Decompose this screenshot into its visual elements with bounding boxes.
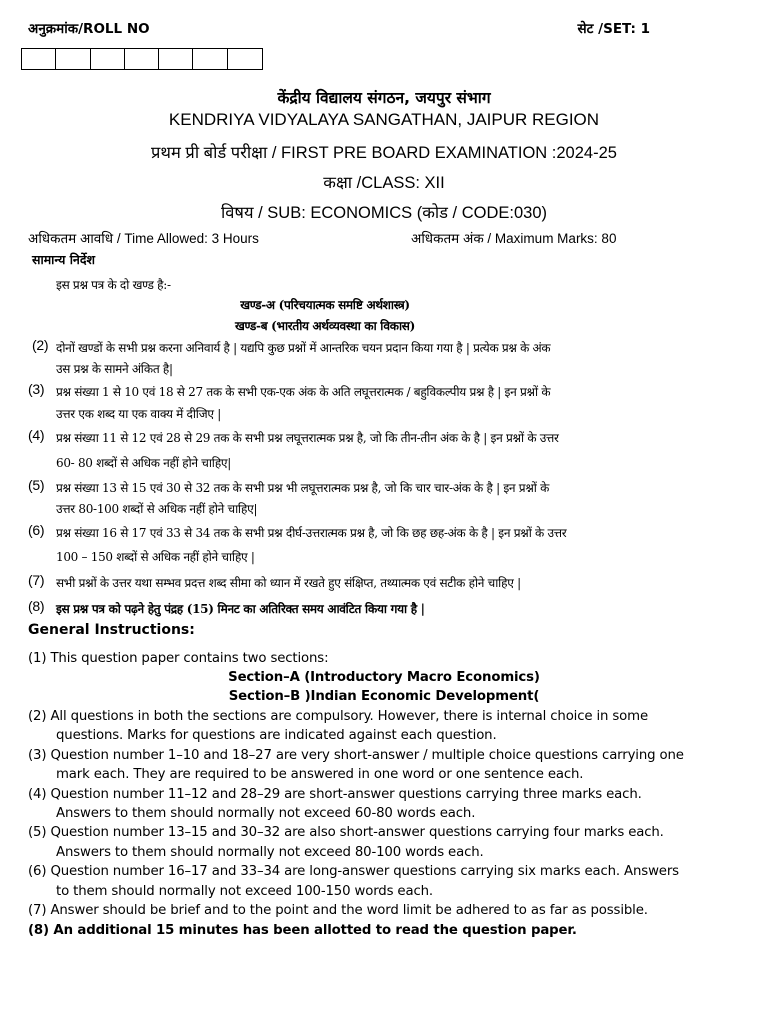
instruction-line: mark each. They are required to be answered in one word or one sentence each. [56,767,584,782]
instruction-number: (3) [28,381,45,397]
header-row [28,19,740,39]
instruction-line: Answers to them should normally not exceed 80-100 words each. [56,845,484,860]
section-a-label: Section–A (Introductory Macro Economics) [228,670,540,685]
instruction-text: प्रश्न संख्या 1 से 10 एवं 18 से 27 तक के सभी एक-एक अंक के अति लघूत्तरात्मक / बहुविकल्पीय प्रश्न है | इन प्रश्नों के [56,385,551,399]
instruction-line: (8) An additional 15 minutes has been allotted to read the question paper. [28,923,577,938]
instruction-text: उत्तर एक शब्द या एक वाक्य में दीजिए | [56,407,221,421]
set-label: सेट /SET: 1 [577,21,650,37]
instruction-text: उस प्रश्न के सामने अंकित है| [56,362,173,376]
hindi-instructions-heading: सामान्य निर्देश [32,252,96,267]
instruction-line: (1) This question paper contains two sections: [28,651,329,666]
general-instructions-heading: General Instructions: [28,622,195,638]
maximum-marks: अधिकतम अंक / Maximum Marks: 80 [411,231,617,246]
instruction-text: इस प्रश्न पत्र को पढ़ने हेतु पंद्रह (15) मिनट का अतिरिक्त समय आवंटित किया गया है | [56,602,425,616]
roll-number-box[interactable] [56,49,90,69]
instruction-text: उत्तर 80-100 शब्दों से अधिक नहीं होने चाहिए| [56,502,258,516]
roll-number-label: अनुक्रमांक/ROLL NO [28,21,150,37]
instruction-line: (4) Question number 11–12 and 28–29 are short-answer questions carrying three marks each. [28,787,642,802]
instruction-text: 60- 80 शब्दों से अधिक नहीं होने चाहिए| [56,456,231,470]
instruction-text: 100 – 150 शब्दों से अधिक नहीं होने चाहिए | [56,550,255,564]
instruction-number: (7) [28,572,45,588]
instruction-line: Answers to them should normally not exceed 60-80 words each. [56,806,476,821]
subject-label: विषय / SUB: ECONOMICS (कोड / CODE:030) [220,204,548,222]
section-b-label: Section–B )Indian Economic Development( [228,689,540,704]
roll-number-box[interactable] [228,49,262,69]
instruction-line: to them should normally not exceed 100-150 words each. [56,884,433,899]
roll-number-boxes [21,48,263,70]
hindi-section-b: खण्ड-ब (भारतीय अर्थव्यवस्था का विकास) [234,319,415,333]
instruction-number: (5) [28,477,45,493]
instruction-number: (6) [28,522,45,538]
instruction-text: प्रश्न संख्या 11 से 12 एवं 28 से 29 तक के सभी प्रश्न लघूत्तरात्मक प्रश्न है, जो कि तीन-तीन अंक के है | इन प्रश्नों के उत्तर [56,431,559,445]
instruction-number: (2) [32,337,49,353]
instruction-line: (2) All questions in both the sections are compulsory. However, there is internal choice in some [28,709,648,724]
instruction-number: (4) [28,427,45,443]
org-title-hindi: केंद्रीय विद्यालय संगठन, जयपुर संभाग [277,89,491,107]
roll-number-box[interactable] [22,49,56,69]
hindi-section-a: खण्ड-अ (परिचयात्मक समष्टि अर्थशास्त्र) [240,298,410,312]
hindi-instruction-intro: इस प्रश्न पत्र के दो खण्ड है:- [56,278,171,292]
instruction-number: (8) [28,598,45,614]
time-allowed: अधिकतम आवधि / Time Allowed: 3 Hours [28,231,259,246]
instruction-line: (7) Answer should be brief and to the point and the word limit be adhered to as far as possible. [28,903,648,918]
roll-number-box[interactable] [159,49,193,69]
instruction-text: प्रश्न संख्या 16 से 17 एवं 33 से 34 तक के सभी प्रश्न दीर्घ-उत्तरात्मक प्रश्न है, जो कि छह छह-अंक के है | इन प्रश्नों के उत्तर [56,526,567,540]
roll-number-box[interactable] [193,49,227,69]
exam-title: प्रथम प्री बोर्ड परीक्षा / FIRST PRE BOARD EXAMINATION :2024-25 [151,144,617,162]
instruction-text: दोनों खण्डों के सभी प्रश्न करना अनिवार्य है | यद्यपि कुछ प्रश्नों में आन्तरिक चयन प्रदान किया गया है | प्रत्येक प्रश्न के अंक [56,341,551,355]
instruction-text: प्रश्न संख्या 13 से 15 एवं 30 से 32 तक के सभी प्रश्न भी लघूत्तरात्मक प्रश्न है, जो कि चार चार-अंक के है | इन प्रश्नों के [56,481,550,495]
instruction-line: (5) Question number 13–15 and 30–32 are also short-answer questions carrying four marks each. [28,825,664,840]
roll-number-box[interactable] [91,49,125,69]
instruction-text: सभी प्रश्नों के उत्तर यथा सम्भव प्रदत्त शब्द सीमा को ध्यान में रखते हुए संक्षिप्त, तथ्यात्मक एवं सटीक होने चाहिए | [56,576,521,590]
class-label: कक्षा /CLASS: XII [323,174,445,192]
instruction-line: (6) Question number 16–17 and 33–34 are long-answer questions carrying six marks each. Answers [28,864,679,879]
org-title: KENDRIYA VIDYALAYA SANGATHAN, JAIPUR REGION [168,110,600,129]
instruction-line: (3) Question number 1–10 and 18–27 are very short-answer / multiple choice questions carrying one [28,748,684,763]
instruction-line: questions. Marks for questions are indicated against each question. [56,728,497,743]
roll-number-box[interactable] [125,49,159,69]
